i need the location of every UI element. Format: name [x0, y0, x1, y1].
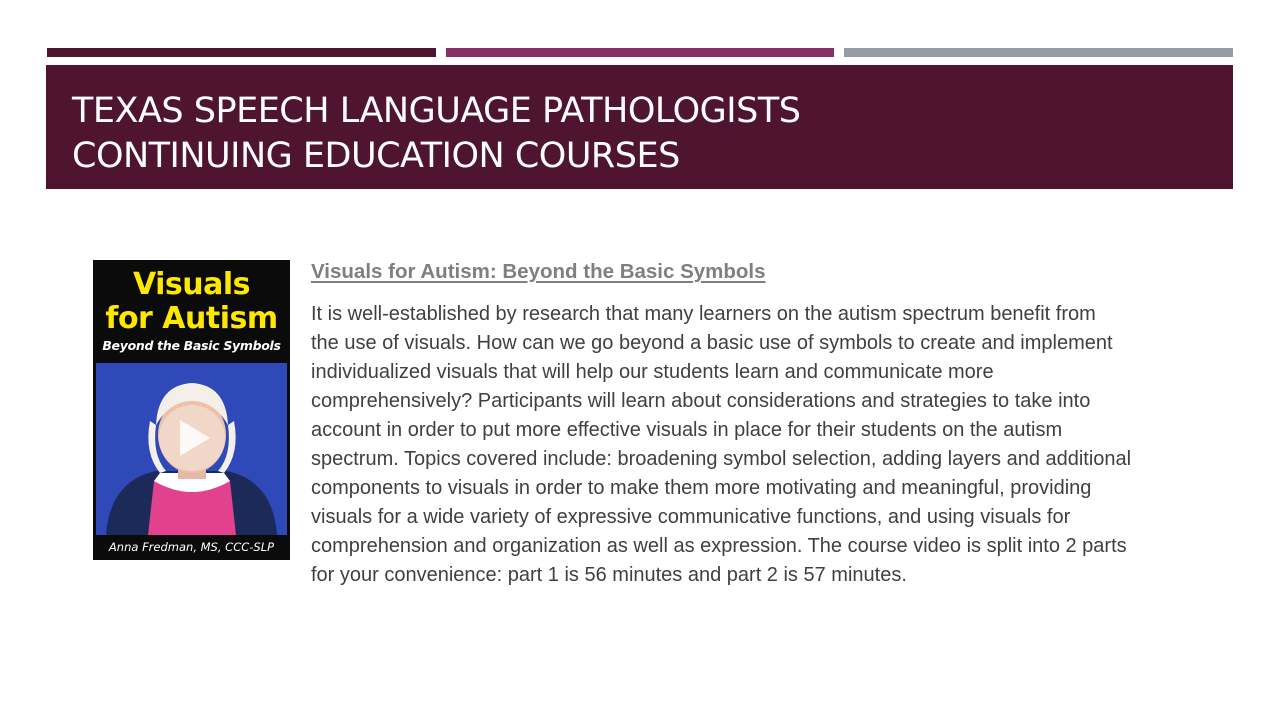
- course-cover-thumbnail[interactable]: [93, 260, 290, 560]
- description-line: comprehensively? Participants will learn about considerations and strategies to take into: [311, 390, 1091, 412]
- slide-title-line-2: CONTINUING EDUCATION COURSES: [72, 136, 680, 176]
- slide-title-line-1: TEXAS SPEECH LANGUAGE PATHOLOGISTS: [72, 91, 801, 131]
- description-line: account in order to put more effective visuals in place for their students on the autism: [311, 419, 1063, 441]
- play-icon[interactable]: [96, 363, 287, 535]
- description-line: comprehension and organization as well as expression. The course video is split into 2 parts: [311, 535, 1127, 557]
- description-line: spectrum. Topics covered include: broadening symbol selection, adding layers and additional: [311, 448, 1132, 470]
- slide-title-band: [46, 65, 1233, 189]
- course-title-link[interactable]: Visuals for Autism: Beyond the Basic Symbols: [311, 260, 766, 283]
- course-description: [311, 300, 1211, 590]
- description-line: the use of visuals. How can we go beyond a basic use of symbols to create and implement: [311, 332, 1113, 354]
- cover-author: Anna Fredman, MS, CCC-SLP: [108, 540, 275, 554]
- description-line: for your convenience: part 1 is 56 minutes and part 2 is 57 minutes.: [311, 564, 907, 586]
- accent-bar-magenta: [446, 48, 834, 57]
- description-line: visuals for a wide variety of expressive communicative functions, and using visuals for: [311, 506, 1071, 528]
- description-line: components to visuals in order to make them more motivating and meaningful, providing: [311, 477, 1092, 499]
- description-line: individualized visuals that will help our students learn and communicate more: [311, 361, 994, 383]
- presenter-photo: [96, 363, 287, 535]
- accent-bar-gray: [844, 48, 1233, 57]
- cover-title-line-1: Visuals: [132, 267, 251, 302]
- accent-bar-dark: [47, 48, 436, 57]
- cover-subtitle: Beyond the Basic Symbols: [102, 338, 281, 353]
- cover-title-line-2: for Autism: [105, 301, 278, 336]
- description-line: It is well-established by research that many learners on the autism spectrum benefit from: [311, 303, 1096, 325]
